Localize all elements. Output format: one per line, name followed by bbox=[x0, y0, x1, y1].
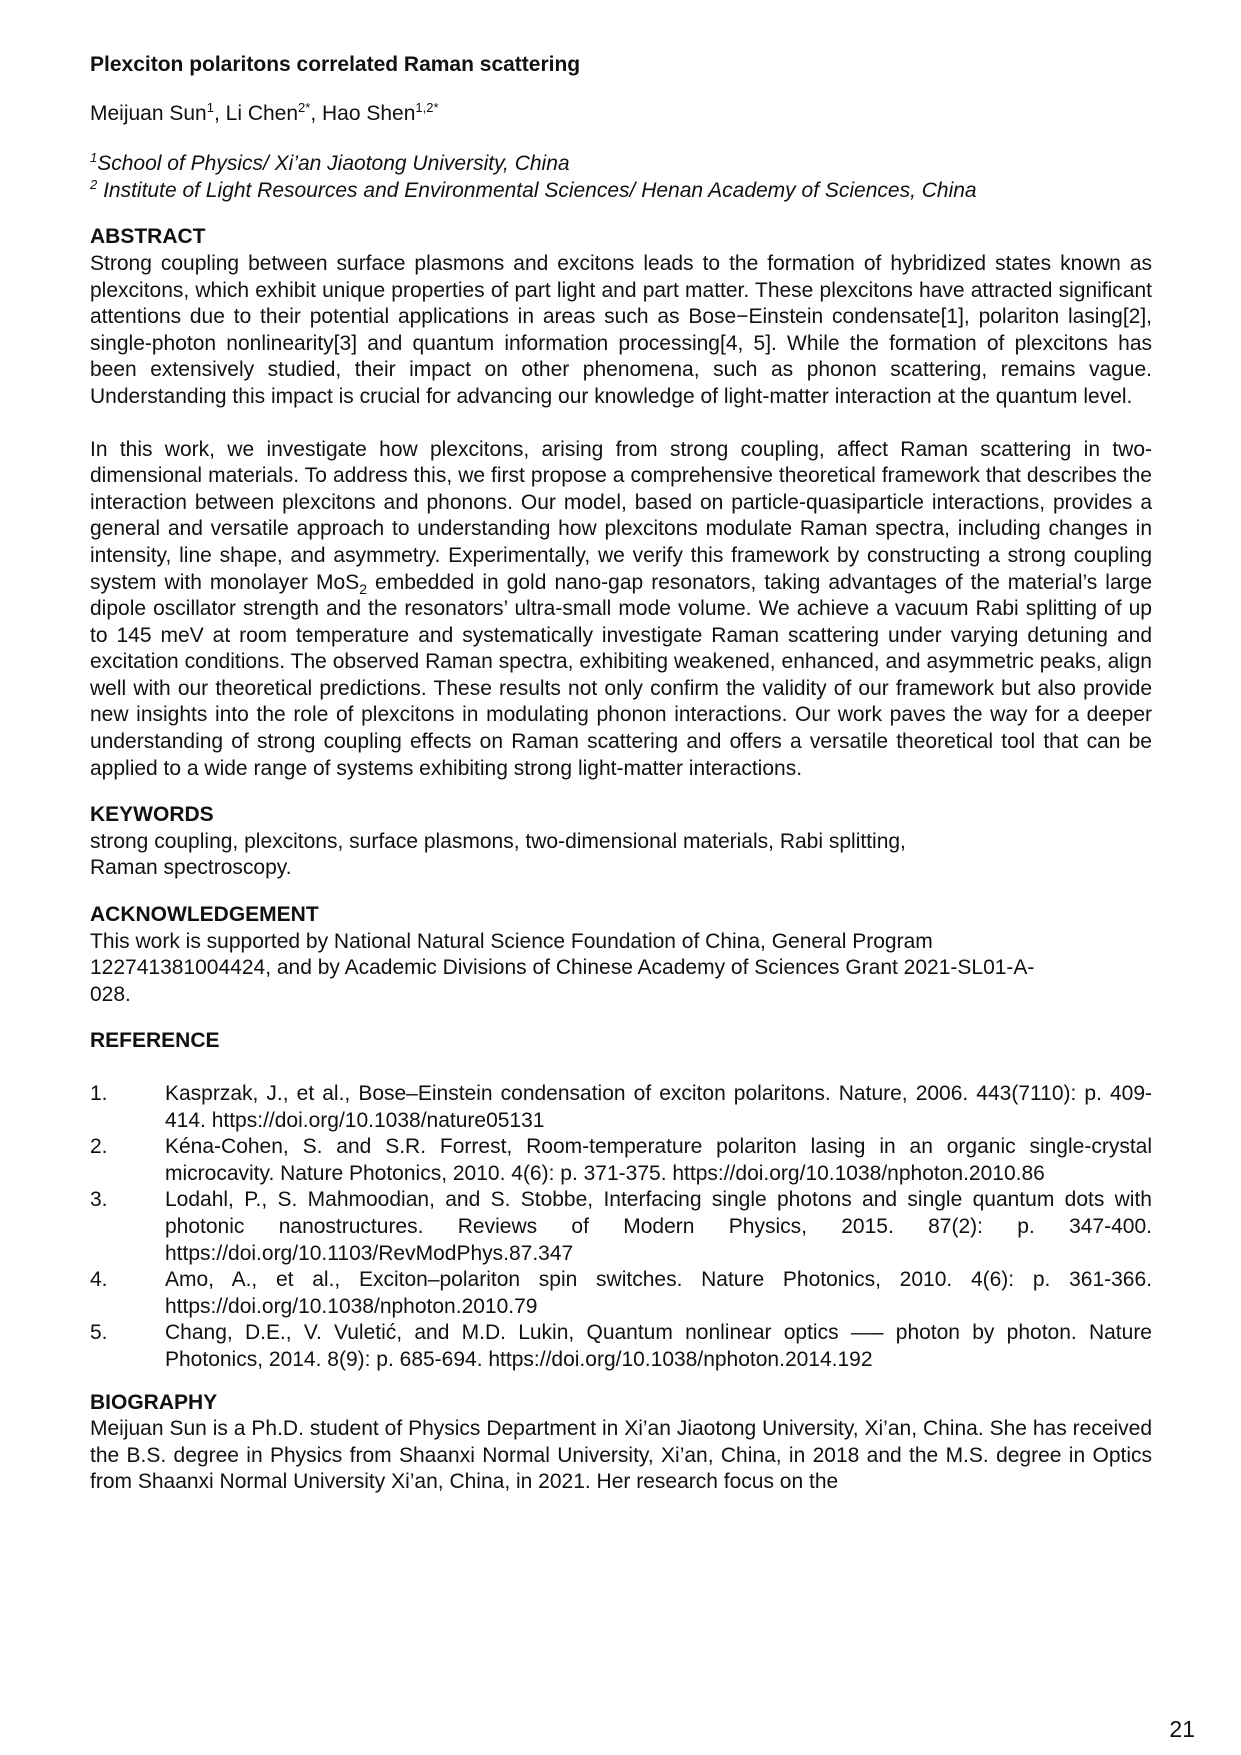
reference-number: 3. bbox=[90, 1188, 108, 1212]
abstract-text: embedded in gold nano-gap resonators, taking advantages of the material’s large dipole oscillator strength and the resonators’ ultra-small mode volume. We achieve a vacuum Rabi splitting of up to 145 meV at room temperature and systematically investigate Raman scattering under varying detuning and excitation conditions. The observed Raman spectra, exhibiting weakened, enhanced, and asymmetric peaks, align well with our theoretical predictions. These results not only confirm the validity of our framework but also provide new insights into the role of plexcitons in modulating phonon interactions. Our work paves the way for a deeper understanding of strong coupling effects on Raman scattering and offers a versatile theoretical tool that can be applied to a wide range of systems exhibiting strong light-matter interactions. bbox=[90, 570, 1153, 780]
reference-text: Lodahl, P., S. Mahmoodian, and S. Stobbe, Interfacing single photons and single quantum dots with photonic nanostructures. Reviews of Modern Physics, 2015. 87(2): p. 347-400. https://doi.org/10.1103/RevModPhys.87.347 bbox=[165, 1188, 1152, 1265]
reference-item bbox=[90, 1187, 1152, 1267]
keywords-heading: KEYWORDS bbox=[90, 803, 214, 827]
acknowledgement-line: 028. bbox=[90, 982, 131, 1006]
author-name: Hao Shen bbox=[322, 101, 416, 125]
reference-number: 1. bbox=[90, 1082, 108, 1105]
affiliation-mark: 2 bbox=[90, 176, 98, 192]
biography-text: Meijuan Sun is a Ph.D. student of Physics Department in Xi’an Jiaotong University, Xi’an, China. She has received the B.S. degree in Physics from Shaanxi Normal University, Xi’an, China, in 2018 and the M.S. degree in Optics from Shaanxi Normal University Xi’an, China, in 2021. Her research focus on the bbox=[90, 1417, 1152, 1494]
acknowledgement-line: This work is supported by National Natural Science Foundation of China, General Program bbox=[90, 929, 933, 953]
reference-text: Kéna-Cohen, S. and S.R. Forrest, Room-temperature polariton lasing in an organic single-crystal microcavity. Nature Photonics, 2010. 4(6): p. 371-375. https://doi.org/10.1038/nphoton.2010.86 bbox=[165, 1135, 1152, 1185]
reference-item bbox=[90, 1081, 1152, 1134]
author-name: Meijuan Sun bbox=[90, 101, 207, 125]
reference-item bbox=[90, 1267, 1152, 1320]
acknowledgement-line: 122741381004424, and by Academic Divisions of Chinese Academy of Sciences Grant 2021-SL01-A- bbox=[90, 956, 1035, 980]
subscript: 2 bbox=[359, 580, 367, 597]
reference-number: 2. bbox=[90, 1135, 108, 1159]
abstract-text: In this work, we investigate how plexcitons, arising from strong coupling, affect Raman scattering in two-dimensional materials. To address this, we first propose a comprehensive theoretical framework that describes the interaction between plexcitons and phonons. Our model, based on particle-quasiparticle interactions, provides a general and versatile approach to understanding how plexcitons modulate Raman spectra, including changes in intensity, line shape, and asymmetry. Experimentally, we verify this framework by constructing a strong coupling system with monolayer MoS bbox=[90, 437, 1152, 594]
author-list: Meijuan Sun$^1$, Li Chen$^{2*}$, Hao Shen$^{1,2*}$ bbox=[90, 99, 439, 125]
author-affiliation-mark: 1 bbox=[206, 99, 214, 115]
reference-item bbox=[90, 1320, 1152, 1373]
author-name: Li Chen bbox=[225, 101, 299, 125]
reference-text: Kasprzak, J., et al., Bose–Einstein condensation of exciton polaritons. Nature, 2006. 443(7110): p. 409-414. https://doi.org/10.1038/nature05131 bbox=[165, 1082, 1152, 1132]
affiliation-text: Institute of Light Resources and Environmental Sciences/ Henan Academy of Sciences, China bbox=[103, 178, 977, 202]
abstract-paragraph bbox=[90, 437, 1152, 783]
reference-text: Chang, D.E., V. Vuletić, and M.D. Lukin, Quantum nonlinear optics —– photon by photon. Nature Photonics, 2014. 8(9): p. 685-694. https://doi.org/10.1038/nphoton.2014.192 bbox=[165, 1321, 1152, 1371]
paper-title: Plexciton polaritons correlated Raman scattering bbox=[90, 53, 581, 76]
reference-heading: REFERENCE bbox=[90, 1029, 220, 1053]
affiliation bbox=[90, 178, 1152, 205]
affiliation-mark: 1 bbox=[90, 150, 98, 166]
page-number: 21 bbox=[1169, 1716, 1195, 1742]
abstract-heading: ABSTRACT bbox=[90, 225, 206, 249]
reference-text: Amo, A., et al., Exciton–polariton spin switches. Nature Photonics, 2010. 4(6): p. 361-366. https://doi.org/10.1038/nphoton.2010.79 bbox=[165, 1268, 1152, 1318]
affiliation-list bbox=[90, 151, 1152, 204]
paper-page bbox=[90, 52, 1152, 1496]
biography-heading: BIOGRAPHY bbox=[90, 1390, 218, 1414]
author-affiliation-mark: 1,2* bbox=[415, 99, 439, 115]
affiliation bbox=[90, 151, 1152, 178]
acknowledgement-heading: ACKNOWLEDGEMENT bbox=[90, 903, 319, 927]
author-affiliation-mark: 2* bbox=[298, 99, 311, 115]
keywords-line: Raman spectroscopy. bbox=[90, 856, 292, 880]
reference-number: 4. bbox=[90, 1268, 108, 1292]
affiliation-text: School of Physics/ Xi’an Jiaotong University, China bbox=[97, 152, 570, 176]
reference-item bbox=[90, 1134, 1152, 1187]
reference-number: 5. bbox=[90, 1321, 108, 1345]
abstract-paragraph: Strong coupling between surface plasmons and excitons leads to the formation of hybridized states known as plexcitons, which exhibit unique properties of part light and part matter. These plexcitons have attracted significant attentions due to their potential applications in areas such as Bose−Einstein condensate[1], polariton lasing[2], single-photon nonlinearity[3] and quantum information processing[4, 5]. While the formation of plexcitons has been extensively studied, their impact on other phenomena, such as phonon scattering, remains vague. Understanding this impact is crucial for advancing our knowledge of light-matter interaction at the quantum level. bbox=[90, 251, 1152, 408]
keywords-line: strong coupling, plexcitons, surface plasmons, two-dimensional materials, Rabi splitting, bbox=[90, 829, 906, 853]
reference-list bbox=[90, 1081, 1152, 1374]
